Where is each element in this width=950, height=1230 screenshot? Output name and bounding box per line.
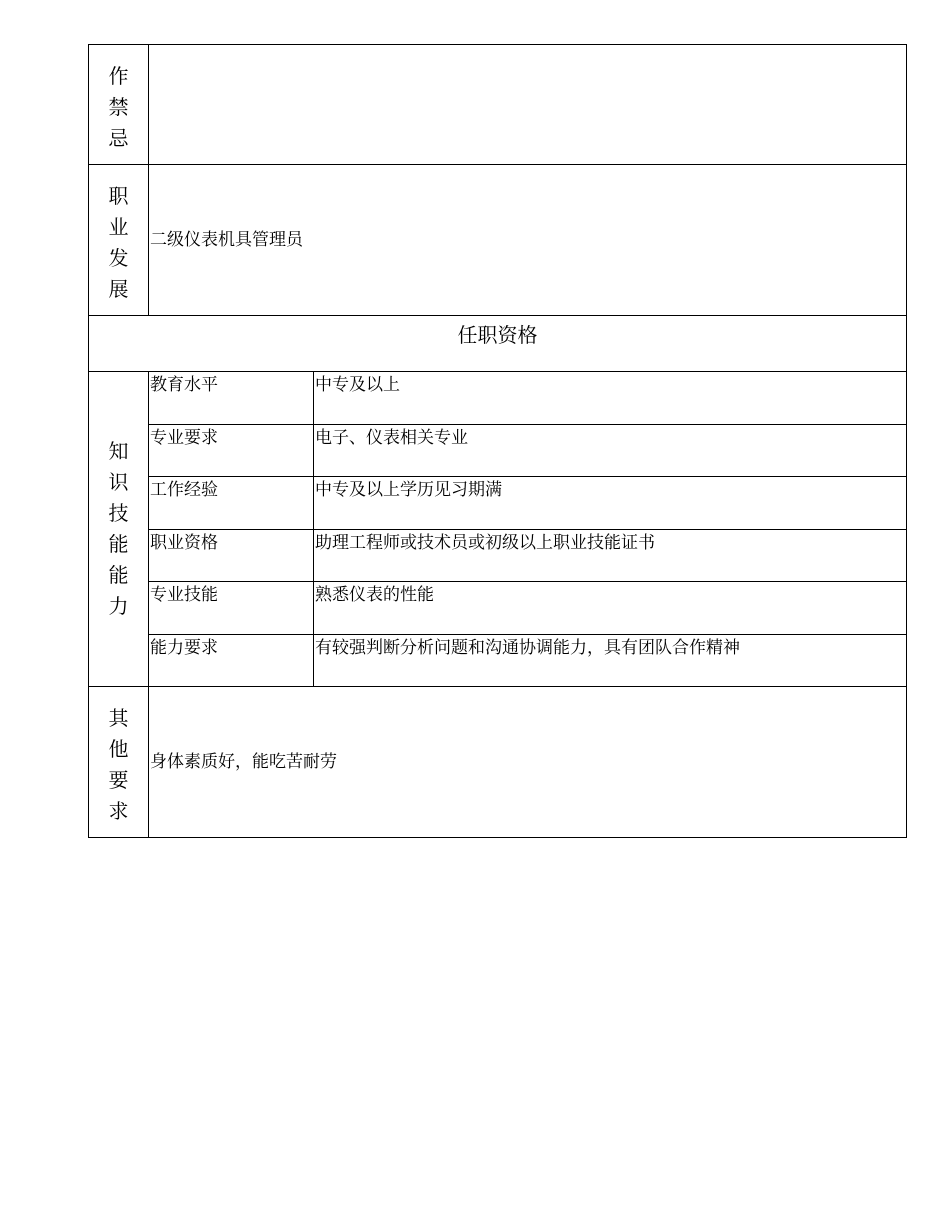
knowledge-row <box>89 530 907 582</box>
work-taboo-label: 作 禁 忌 <box>89 45 149 165</box>
knowledge-row <box>89 425 907 477</box>
row-career-development <box>89 165 907 316</box>
row-section-header <box>89 316 907 372</box>
ability-requirement-value: 有较强判断分析问题和沟通协调能力，具有团队合作精神 <box>314 635 907 687</box>
knowledge-row <box>89 582 907 635</box>
professional-skill-label: 专业技能 <box>149 582 314 635</box>
major-requirement-value: 电子、仪表相关专业 <box>314 425 907 477</box>
work-experience-label: 工作经验 <box>149 477 314 530</box>
education-level-value: 中专及以上 <box>314 372 907 425</box>
knowledge-row <box>89 477 907 530</box>
other-requirements-label: 其 他 要 求 <box>89 687 149 838</box>
major-requirement-label: 专业要求 <box>149 425 314 477</box>
row-other-requirements <box>89 687 907 838</box>
career-development-value: 二级仪表机具管理员 <box>149 165 907 316</box>
knowledge-row <box>89 372 907 425</box>
qualification-label: 职业资格 <box>149 530 314 582</box>
qualification-value: 助理工程师或技术员或初级以上职业技能证书 <box>314 530 907 582</box>
career-development-label: 职 业 发 展 <box>89 165 149 316</box>
professional-skill-value: 熟悉仪表的性能 <box>314 582 907 635</box>
row-work-taboo <box>89 45 907 165</box>
work-experience-value: 中专及以上学历见习期满 <box>314 477 907 530</box>
knowledge-row <box>89 635 907 687</box>
ability-requirement-label: 能力要求 <box>149 635 314 687</box>
section-title: 任职资格 <box>89 316 907 372</box>
job-qualification-table <box>88 44 907 838</box>
other-requirements-value: 身体素质好，能吃苦耐劳 <box>149 687 907 838</box>
education-level-label: 教育水平 <box>149 372 314 425</box>
work-taboo-value <box>149 45 907 165</box>
knowledge-skills-label: 知 识 技 能 能 力 <box>89 372 149 687</box>
